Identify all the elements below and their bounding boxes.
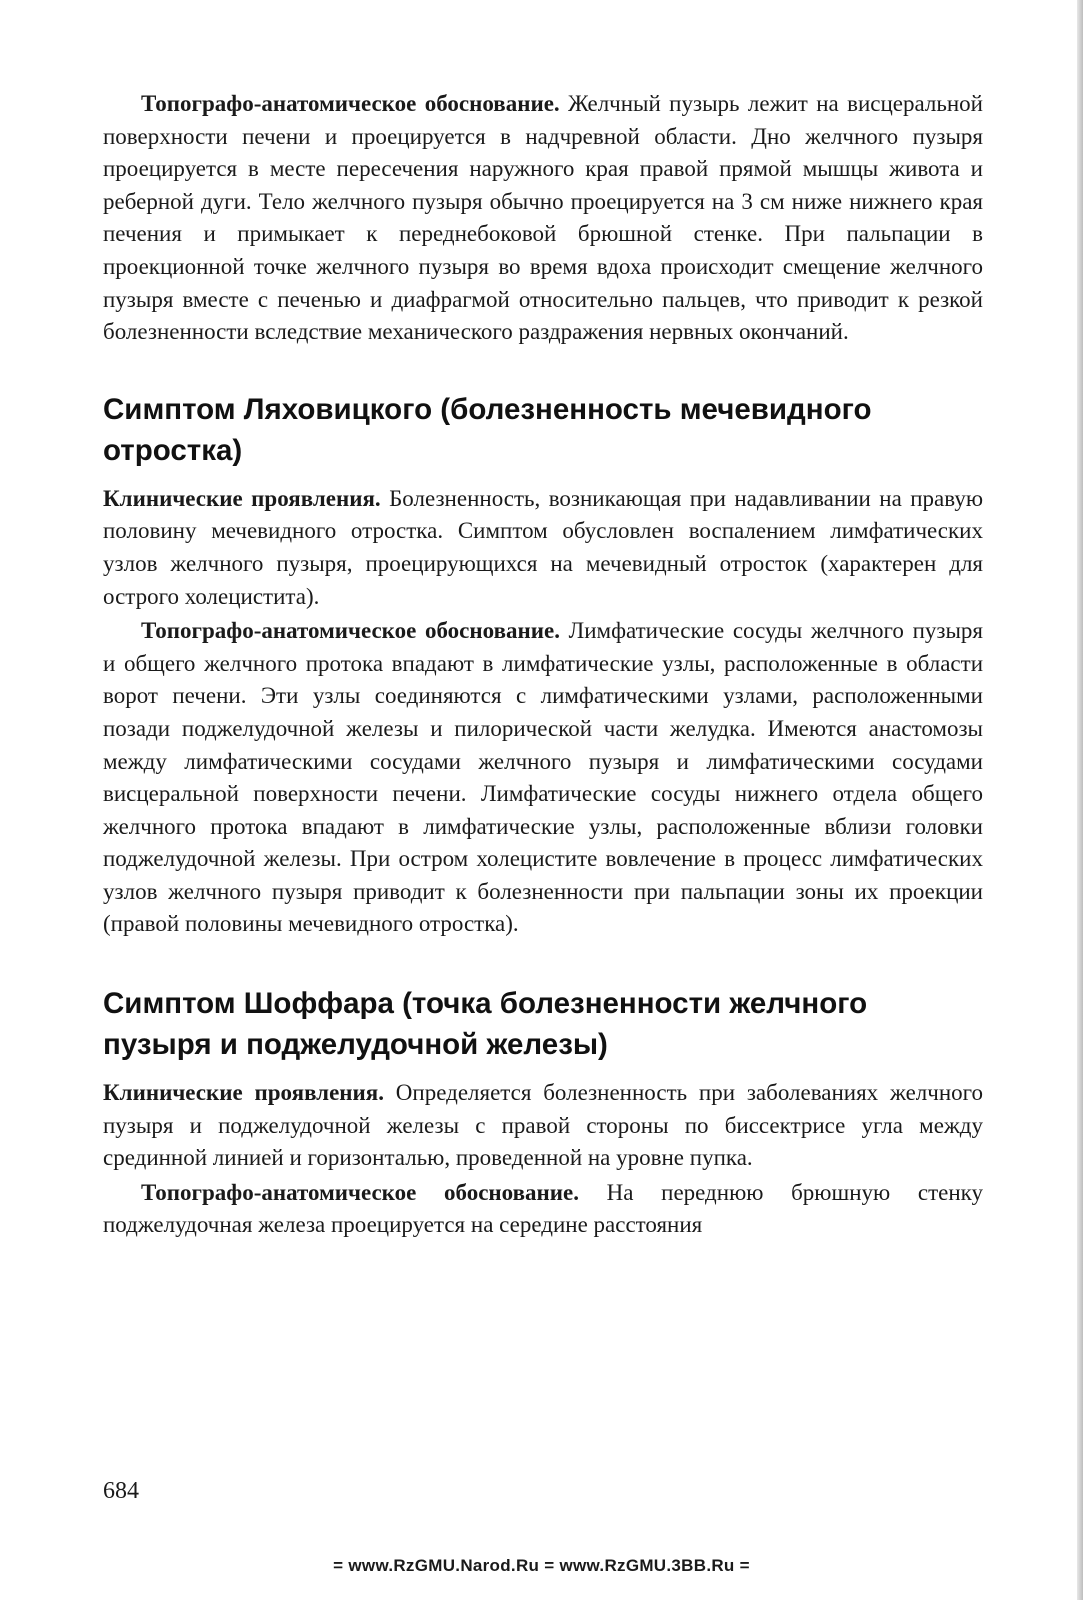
paragraph-topo-gallbladder	[103, 88, 983, 349]
paragraph-text: Желчный пузырь лежит на висцеральной поверхности печени и проецируется в надчревной области. Дно желчного пузыря проецируется в месте пересечения наружного края правой прямой мышцы живота и реберной дуги. Тело желчного пузыря обычно проецируется на 3 см ниже нижнего края печения и примыкает к переднебоковой брюшной стенке. При пальпации в проекционной точке желчного пузыря во время вдоха происходит смещение желчного пузыря вместе с печенью и диафрагмой относительно пальцев, что приводит к резкой болезненности вследствие механического раздражения нервных окончаний.	[103, 91, 983, 345]
paragraph-label: Топографо-анатомическое обоснование.	[141, 1179, 579, 1205]
paragraph-text: Определяется болезненность при заболеваниях желчного пузыря и поджелудочной железы с правой стороны по биссектрисе угла между срединной линией и горизонталью, проведенной на уровне пупка.	[103, 1080, 983, 1171]
paragraph-clinical-lyakhovitsky	[103, 483, 983, 613]
paragraph-clinical-shoffar	[103, 1077, 983, 1175]
paragraph-label: Клинические проявления.	[103, 485, 381, 511]
paragraph-text: Болезненность, возникающая при надавливании на правую половину мечевидного отростка. Симптом обусловлен воспалением лимфатических узлов желчного пузыря, проецирующихся на мечевидный отросток (характерен для острого холецистита).	[103, 485, 984, 609]
footer-watermark: = www.RzGMU.Narod.Ru = www.RzGMU.3BB.Ru =	[333, 1556, 750, 1575]
paragraph-topo-lyakhovitsky	[103, 615, 983, 941]
paragraph-label: Топографо-анатомическое обоснование.	[141, 91, 560, 116]
heading-lyakhovitsky-symptom: Симптом Ляховицкого (болезненность мечевидного отростка)	[103, 392, 872, 467]
paragraph-text: На переднюю брюшную стенку поджелудочная железа проецируется на середине расстояния	[103, 1179, 983, 1238]
page-content	[103, 88, 983, 1242]
page-edge-shadow	[1077, 0, 1083, 1600]
heading-shoffar-symptom: Симптом Шоффара (точка болезненности желчного пузыря и поджелудочной железы)	[103, 987, 868, 1062]
paragraph-label: Топографо-анатомическое обоснование.	[141, 618, 560, 644]
paragraph-label: Клинические проявления.	[103, 1080, 384, 1106]
page-number: 684	[103, 1478, 139, 1504]
paragraph-text: Лимфатические сосуды желчного пузыря и общего желчного протока впадают в лимфатические узлы, расположенные в области ворот печени. Эти узлы соединяются с лимфатическими узлами, расположенными позади поджелудочной железы и пилорической части желудка. Имеются анастомозы между лимфатическими сосудами желчного пузыря и лимфатическими сосудами висцеральной поверхности печени. Лимфатические сосуды нижнего отдела общего желчного протока впадают в лимфатические узлы, расположенные вблизи головки поджелудочной железы. При остром холецистите вовлечение в процесс лимфатических узлов желчного пузыря приводит к болезненности при пальпации зоны их проекции (правой половины мечевидного отростка).	[103, 618, 983, 937]
paragraph-topo-shoffar	[103, 1177, 983, 1242]
